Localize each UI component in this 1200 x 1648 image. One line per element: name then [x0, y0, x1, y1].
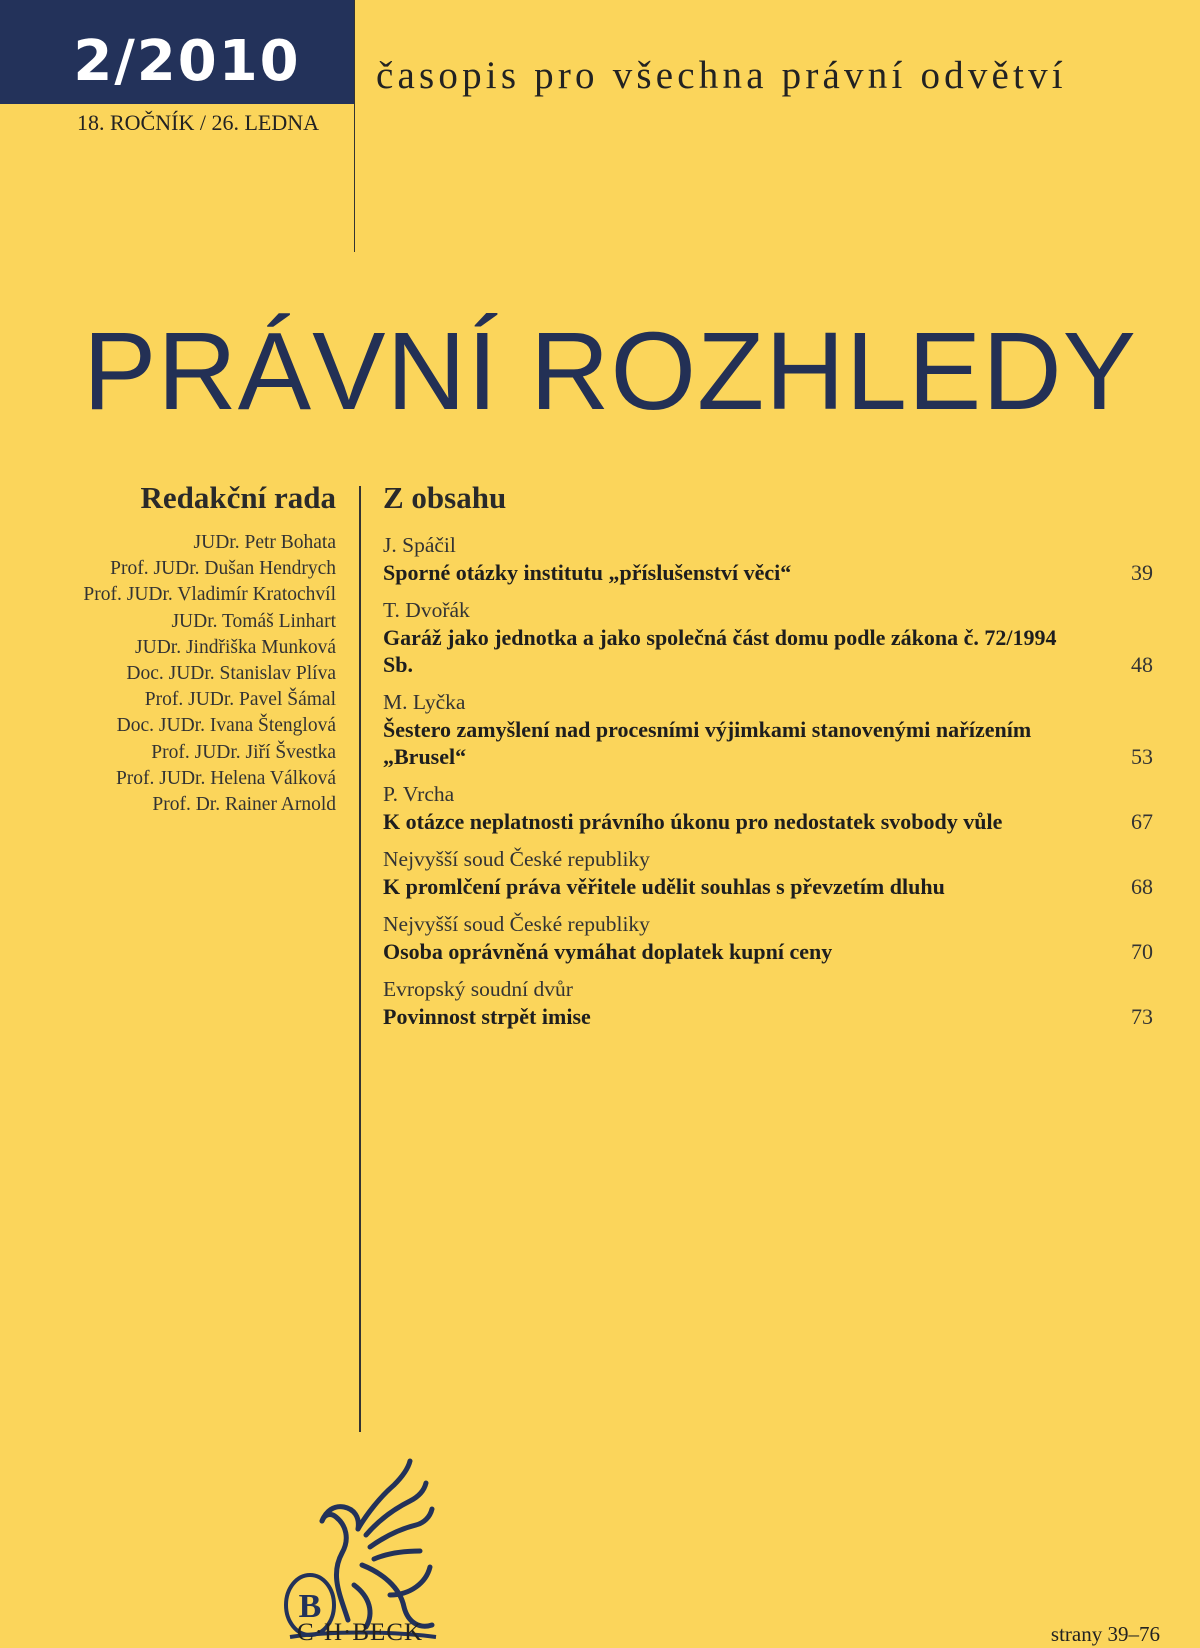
contents-entry — [383, 689, 1153, 770]
board-member: JUDr. Tomáš Linhart — [171, 610, 336, 632]
entry-page: 73 — [1131, 1004, 1153, 1029]
contents-entry — [383, 846, 1153, 900]
board-member: Doc. JUDr. Ivana Štenglová — [116, 715, 336, 737]
board-member: Doc. JUDr. Stanislav Plíva — [126, 663, 336, 685]
issue-number: 2/2010 — [73, 29, 301, 94]
issue-box — [0, 0, 354, 104]
contents-entry — [383, 976, 1153, 1030]
issue-info: 18. ROČNÍK / 26. LEDNA — [77, 110, 319, 135]
column-divider — [359, 486, 361, 1432]
entry-author: Nejvyšší soud České republiky — [383, 847, 650, 871]
contents-entry — [383, 532, 1153, 586]
tagline: časopis pro všechna právní odvětví — [376, 54, 1067, 97]
entry-title: K promlčení práva věřitele udělit souhlas s převzetím dluhu — [383, 874, 945, 899]
journal-title: PRÁVNÍ ROZHLEDY — [82, 310, 1138, 433]
board-member: Prof. JUDr. Dušan Hendrych — [110, 558, 336, 580]
board-member: JUDr. Jindřiška Munková — [135, 636, 336, 658]
entry-title: K otázce neplatnosti právního úkonu pro nedostatek svobody vůle — [383, 809, 1003, 834]
entry-author: Nejvyšší soud České republiky — [383, 912, 650, 936]
board-member: Prof. JUDr. Pavel Šámal — [144, 689, 336, 711]
board-member: Prof. Dr. Rainer Arnold — [152, 794, 336, 816]
board-title: Redakční rada — [140, 480, 336, 515]
entry-author: T. Dvořák — [383, 598, 470, 622]
entry-page: 67 — [1131, 809, 1153, 834]
entry-title: Šestero zamyšlení nad procesními výjimkami stanovenými nařízením „Brusel“ — [383, 717, 1032, 769]
table-of-contents — [383, 478, 1153, 1041]
editorial-board — [40, 478, 336, 818]
entry-page: 70 — [1131, 939, 1153, 964]
contents-entry — [383, 597, 1153, 678]
contents-entry — [383, 781, 1153, 835]
board-member: Prof. JUDr. Jiří Švestka — [151, 741, 336, 763]
entry-page: 39 — [1131, 560, 1153, 585]
entry-author: J. Spáčil — [383, 533, 456, 557]
entry-author: Evropský soudní dvůr — [383, 977, 573, 1001]
header-divider — [354, 0, 355, 252]
publisher-name: C·H·BECK — [296, 1619, 424, 1646]
board-member: Prof. JUDr. Helena Válková — [115, 767, 336, 789]
entry-title: Sporné otázky institutu „příslušenství věci“ — [383, 560, 792, 585]
board-member: JUDr. Petr Bohata — [193, 532, 336, 553]
pages-range: strany 39–76 — [1050, 1622, 1160, 1646]
logo-letter: B — [298, 1588, 322, 1625]
entry-page: 48 — [1131, 652, 1153, 677]
entry-title: Garáž jako jednotka a jako společná část domu podle zákona č. 72/1994 Sb. — [383, 625, 1057, 677]
entry-title: Osoba oprávněná vymáhat doplatek kupní ceny — [383, 939, 833, 964]
contents-title: Z obsahu — [383, 480, 507, 515]
entry-author: P. Vrcha — [383, 782, 455, 806]
entry-title: Povinnost strpět imise — [383, 1004, 591, 1029]
entry-page: 68 — [1131, 874, 1153, 899]
contents-entry — [383, 911, 1153, 965]
board-member: Prof. JUDr. Vladimír Kratochvíl — [83, 584, 336, 606]
entry-page: 53 — [1131, 744, 1153, 769]
entry-author: M. Lyčka — [383, 690, 466, 714]
